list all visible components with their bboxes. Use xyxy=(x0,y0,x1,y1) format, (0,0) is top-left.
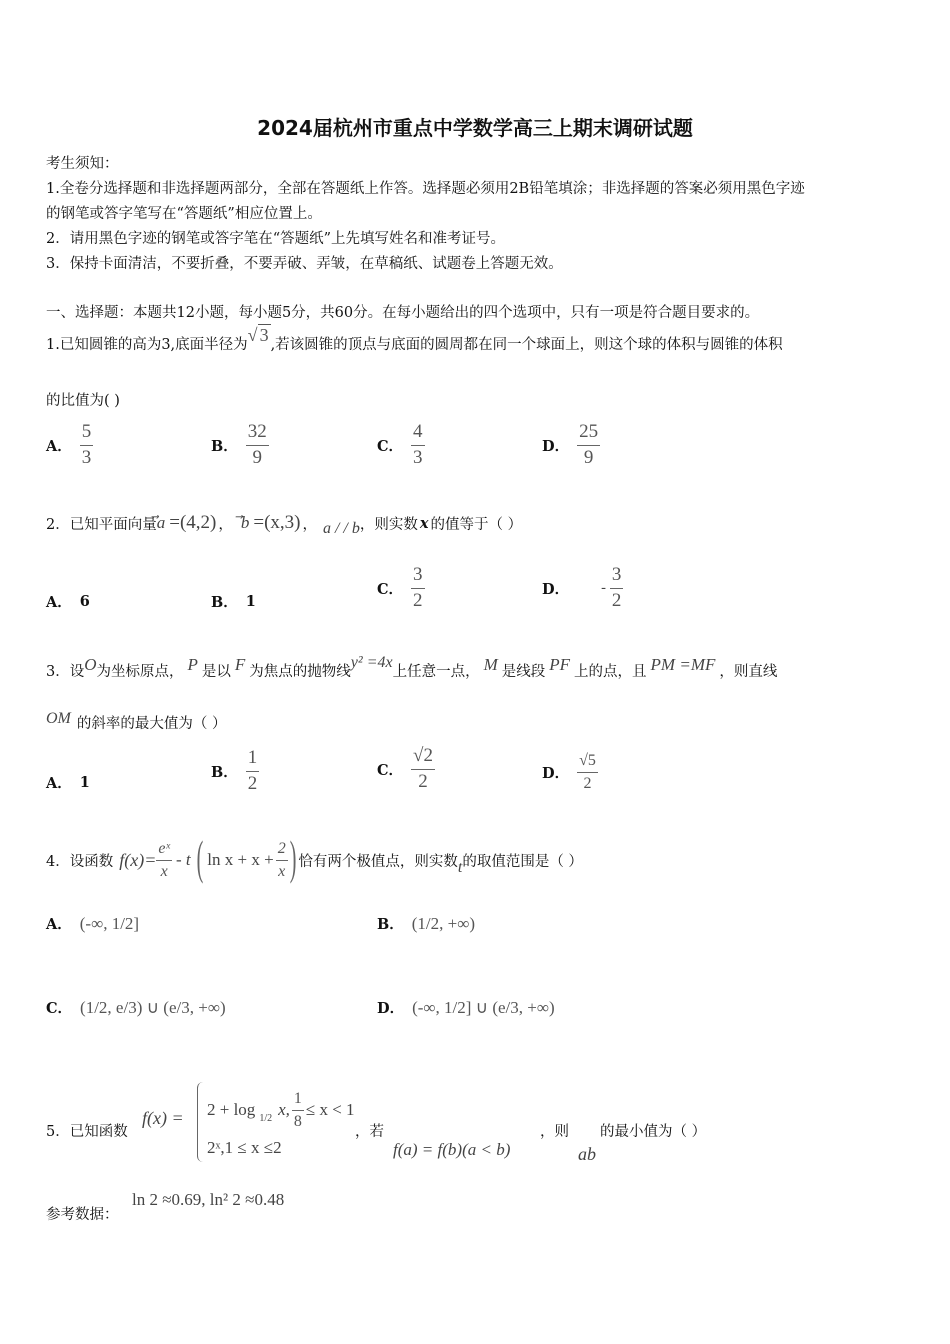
notice-line-1: 1.全卷分选择题和非选择题两部分，全部在答题纸上作答。选择题必须用2B铅笔填涂；非选择题的答案必须用黑色字迹 xyxy=(46,181,805,197)
q4-func: f(x)= xyxy=(119,849,157,870)
q2-text-c: 的值等于（ ） xyxy=(430,516,523,533)
q3-option-a[interactable] xyxy=(46,772,90,793)
option-label: C． xyxy=(377,580,404,598)
q4-text-b: 恰有两个极值点，则实数 xyxy=(298,853,458,870)
q5-condition: f(a) = f(b)(a < b) xyxy=(393,1140,511,1159)
q5-text-c: ，则 xyxy=(540,1124,569,1140)
q4-minus-t: - t xyxy=(175,850,191,869)
option-label: A． xyxy=(46,775,72,792)
option-expression: (-∞, 1/2] ∪ (e/3, +∞) xyxy=(412,997,555,1017)
q3-var-OM: OM xyxy=(46,709,71,727)
q1-option-c[interactable] xyxy=(377,422,425,469)
option-label: D． xyxy=(377,1000,405,1017)
section-heading: 一、选择题：本题共12小题，每小题5分，共60分。在每小题给出的四个选项中，只有一项是符合题目要求的。 xyxy=(46,305,760,321)
q1-option-a[interactable] xyxy=(46,422,93,469)
q2-eq-a: =(4,2) xyxy=(169,512,217,533)
q3-text-i: 的斜率的最大值为（ ） xyxy=(76,716,227,732)
question-2: 2．已知平面向量 a =(4,2) ， b =(x,3) ， a / / b ，则实数 x 的值等于（ ） xyxy=(46,512,523,537)
fraction: $\frac{2}{x}$ xyxy=(277,839,286,880)
q3-parabola: y² =4x xyxy=(350,653,393,671)
page-title: 2024届杭州市重点中学数学高三上期末调研试题 xyxy=(257,116,693,140)
q1-radical: √ 3 xyxy=(247,325,269,345)
q3-var-M: M xyxy=(483,654,498,674)
fraction: $\frac{25}{9}$ xyxy=(579,421,599,468)
fraction: $\frac{3}{2}$ xyxy=(413,564,423,611)
q1-text-b: ,若该圆锥的顶点与底面的圆周都在同一个球面上，则这个球的体积与圆锥的体积 xyxy=(270,337,783,353)
option-value: 1 xyxy=(245,593,256,610)
notice-heading: 考生须知： xyxy=(46,156,119,172)
reference-label: 参考数据： xyxy=(46,1207,119,1223)
q5-text-d: 的最小值为（ ） xyxy=(600,1124,707,1140)
q2-text-a: 2．已知平面向量 xyxy=(46,516,157,533)
vector-a: a xyxy=(156,513,166,532)
reference-value: ln 2 ≈0.69, ln² 2 ≈0.48 xyxy=(132,1190,285,1209)
q1-text-c: 的比值为( ) xyxy=(46,393,120,409)
option-label: B． xyxy=(211,763,238,781)
q4-text-a: 4．设函数 xyxy=(46,853,114,870)
minus-sign: - xyxy=(601,579,606,596)
fraction: $\frac{5}{3}$ xyxy=(81,421,92,468)
option-value: 1 xyxy=(79,774,90,791)
q3-text-h: ，则直线 xyxy=(719,664,778,680)
option-expression: (1/2, +∞) xyxy=(411,913,476,933)
q4-option-a[interactable] xyxy=(46,913,139,934)
q3-var-PF: PF xyxy=(549,654,571,674)
option-label: D． xyxy=(542,437,570,455)
q1-option-b[interactable] xyxy=(211,422,269,469)
q2-var: x xyxy=(419,514,429,532)
option-label: C． xyxy=(377,761,404,779)
q3-option-b[interactable] xyxy=(211,748,259,795)
q1-option-d[interactable] xyxy=(542,422,600,469)
q3-var-F: F xyxy=(234,654,246,674)
q3-text-d: 为焦点的抛物线 xyxy=(249,664,351,680)
q3-var-O: O xyxy=(84,654,97,674)
option-expression: (-∞, 1/2] xyxy=(79,913,140,933)
fraction: $\frac{√5}{2}$ xyxy=(579,752,596,792)
q4-var-t: t xyxy=(457,859,463,876)
q4-option-b[interactable] xyxy=(377,913,475,934)
q2-text-b: ，则实数 xyxy=(359,516,418,533)
option-label: A． xyxy=(46,916,72,933)
vector-b: b xyxy=(240,513,250,532)
q5-text-b: ，若 xyxy=(355,1124,384,1140)
q2-parallel: a / / b xyxy=(322,520,360,537)
option-label: A． xyxy=(46,594,72,611)
q2-option-c[interactable] xyxy=(377,565,425,612)
option-label: B． xyxy=(377,916,404,933)
option-label: C． xyxy=(46,1000,73,1017)
q4-ln-part: ln x + x + xyxy=(207,850,274,869)
option-label: B． xyxy=(211,437,238,455)
fraction: $\frac{√2}{2}$ xyxy=(413,745,433,792)
fraction: $\frac{32}{9}$ xyxy=(247,421,267,468)
notice-line-3: 3．保持卡面清洁，不要折叠，不要弄破、弄皱，在草稿纸、试题卷上答题无效。 xyxy=(46,256,563,272)
notice-line-2: 2．请用黑色字迹的钢笔或答字笔在“答题纸”上先填写姓名和准考证号。 xyxy=(46,231,506,247)
q5-case-2: 2ˣ,1 ≤ x ≤2 xyxy=(207,1138,282,1157)
q2-option-a[interactable] xyxy=(46,591,90,612)
question-3-line-2 xyxy=(46,709,227,733)
q3-text-b: 为坐标原点， xyxy=(96,664,184,680)
q2-option-b[interactable] xyxy=(211,591,256,612)
q3-text-a: 3．设 xyxy=(46,664,85,680)
q3-text-c: 是以 xyxy=(201,664,231,680)
q5-case-1: 2 + log 1/2 x, $\frac{1}{8}$ ≤ x < 1 xyxy=(207,1090,355,1130)
q3-option-c[interactable] xyxy=(377,746,435,793)
q5-ab: ab xyxy=(578,1144,596,1164)
q1-text-a: 1.已知圆锥的高为3,底面半径为 xyxy=(46,337,248,353)
q3-condition: PM =MF xyxy=(650,654,716,674)
piecewise-brace xyxy=(197,1082,206,1162)
q3-text-f: 是线段 xyxy=(501,664,546,680)
q2-eq-b: =(x,3) xyxy=(253,512,301,533)
option-expression: (1/2, e/3) ∪ (e/3, +∞) xyxy=(80,997,226,1017)
question-4: 4．设函数 f(x)= $\frac{\text{eˣ}}{x}$ - t ( ln x + x + $\frac{2}{x}$ ) 恰有两个极值点，则实数 t 的取值范围是（ ） xyxy=(46,832,583,886)
fraction: $\frac{\text{eˣ}}{x}$ xyxy=(158,839,170,880)
fraction: $\frac{4}{3}$ xyxy=(413,421,423,468)
q4-text-c: 的取值范围是（ ） xyxy=(462,853,583,870)
q4-option-c[interactable] xyxy=(46,997,226,1018)
q4-option-d[interactable] xyxy=(377,997,555,1018)
q5-text-a: 5．已知函数 xyxy=(46,1124,128,1140)
q3-var-P: P xyxy=(187,654,198,674)
fraction: $\frac{3}{2}$ xyxy=(611,564,622,611)
option-value: 6 xyxy=(79,593,90,610)
notice-line-1b: 的钢笔或答字笔写在“答题纸”相应位置上。 xyxy=(46,206,322,222)
q5-func: f(x) = xyxy=(142,1108,184,1128)
q3-text-e: 上任意一点， xyxy=(392,664,480,680)
option-label: C． xyxy=(377,437,404,455)
question-1 xyxy=(46,325,783,354)
q3-option-d[interactable] xyxy=(542,752,598,792)
q2-option-d[interactable] xyxy=(542,565,623,612)
q3-text-g: 上的点，且 xyxy=(574,664,647,680)
fraction: $\frac{1}{2}$ xyxy=(247,747,258,794)
question-3 xyxy=(46,653,778,681)
option-label: D． xyxy=(542,580,570,598)
option-label: B． xyxy=(211,594,238,611)
option-label: D． xyxy=(542,764,570,782)
option-label: A． xyxy=(46,437,72,455)
